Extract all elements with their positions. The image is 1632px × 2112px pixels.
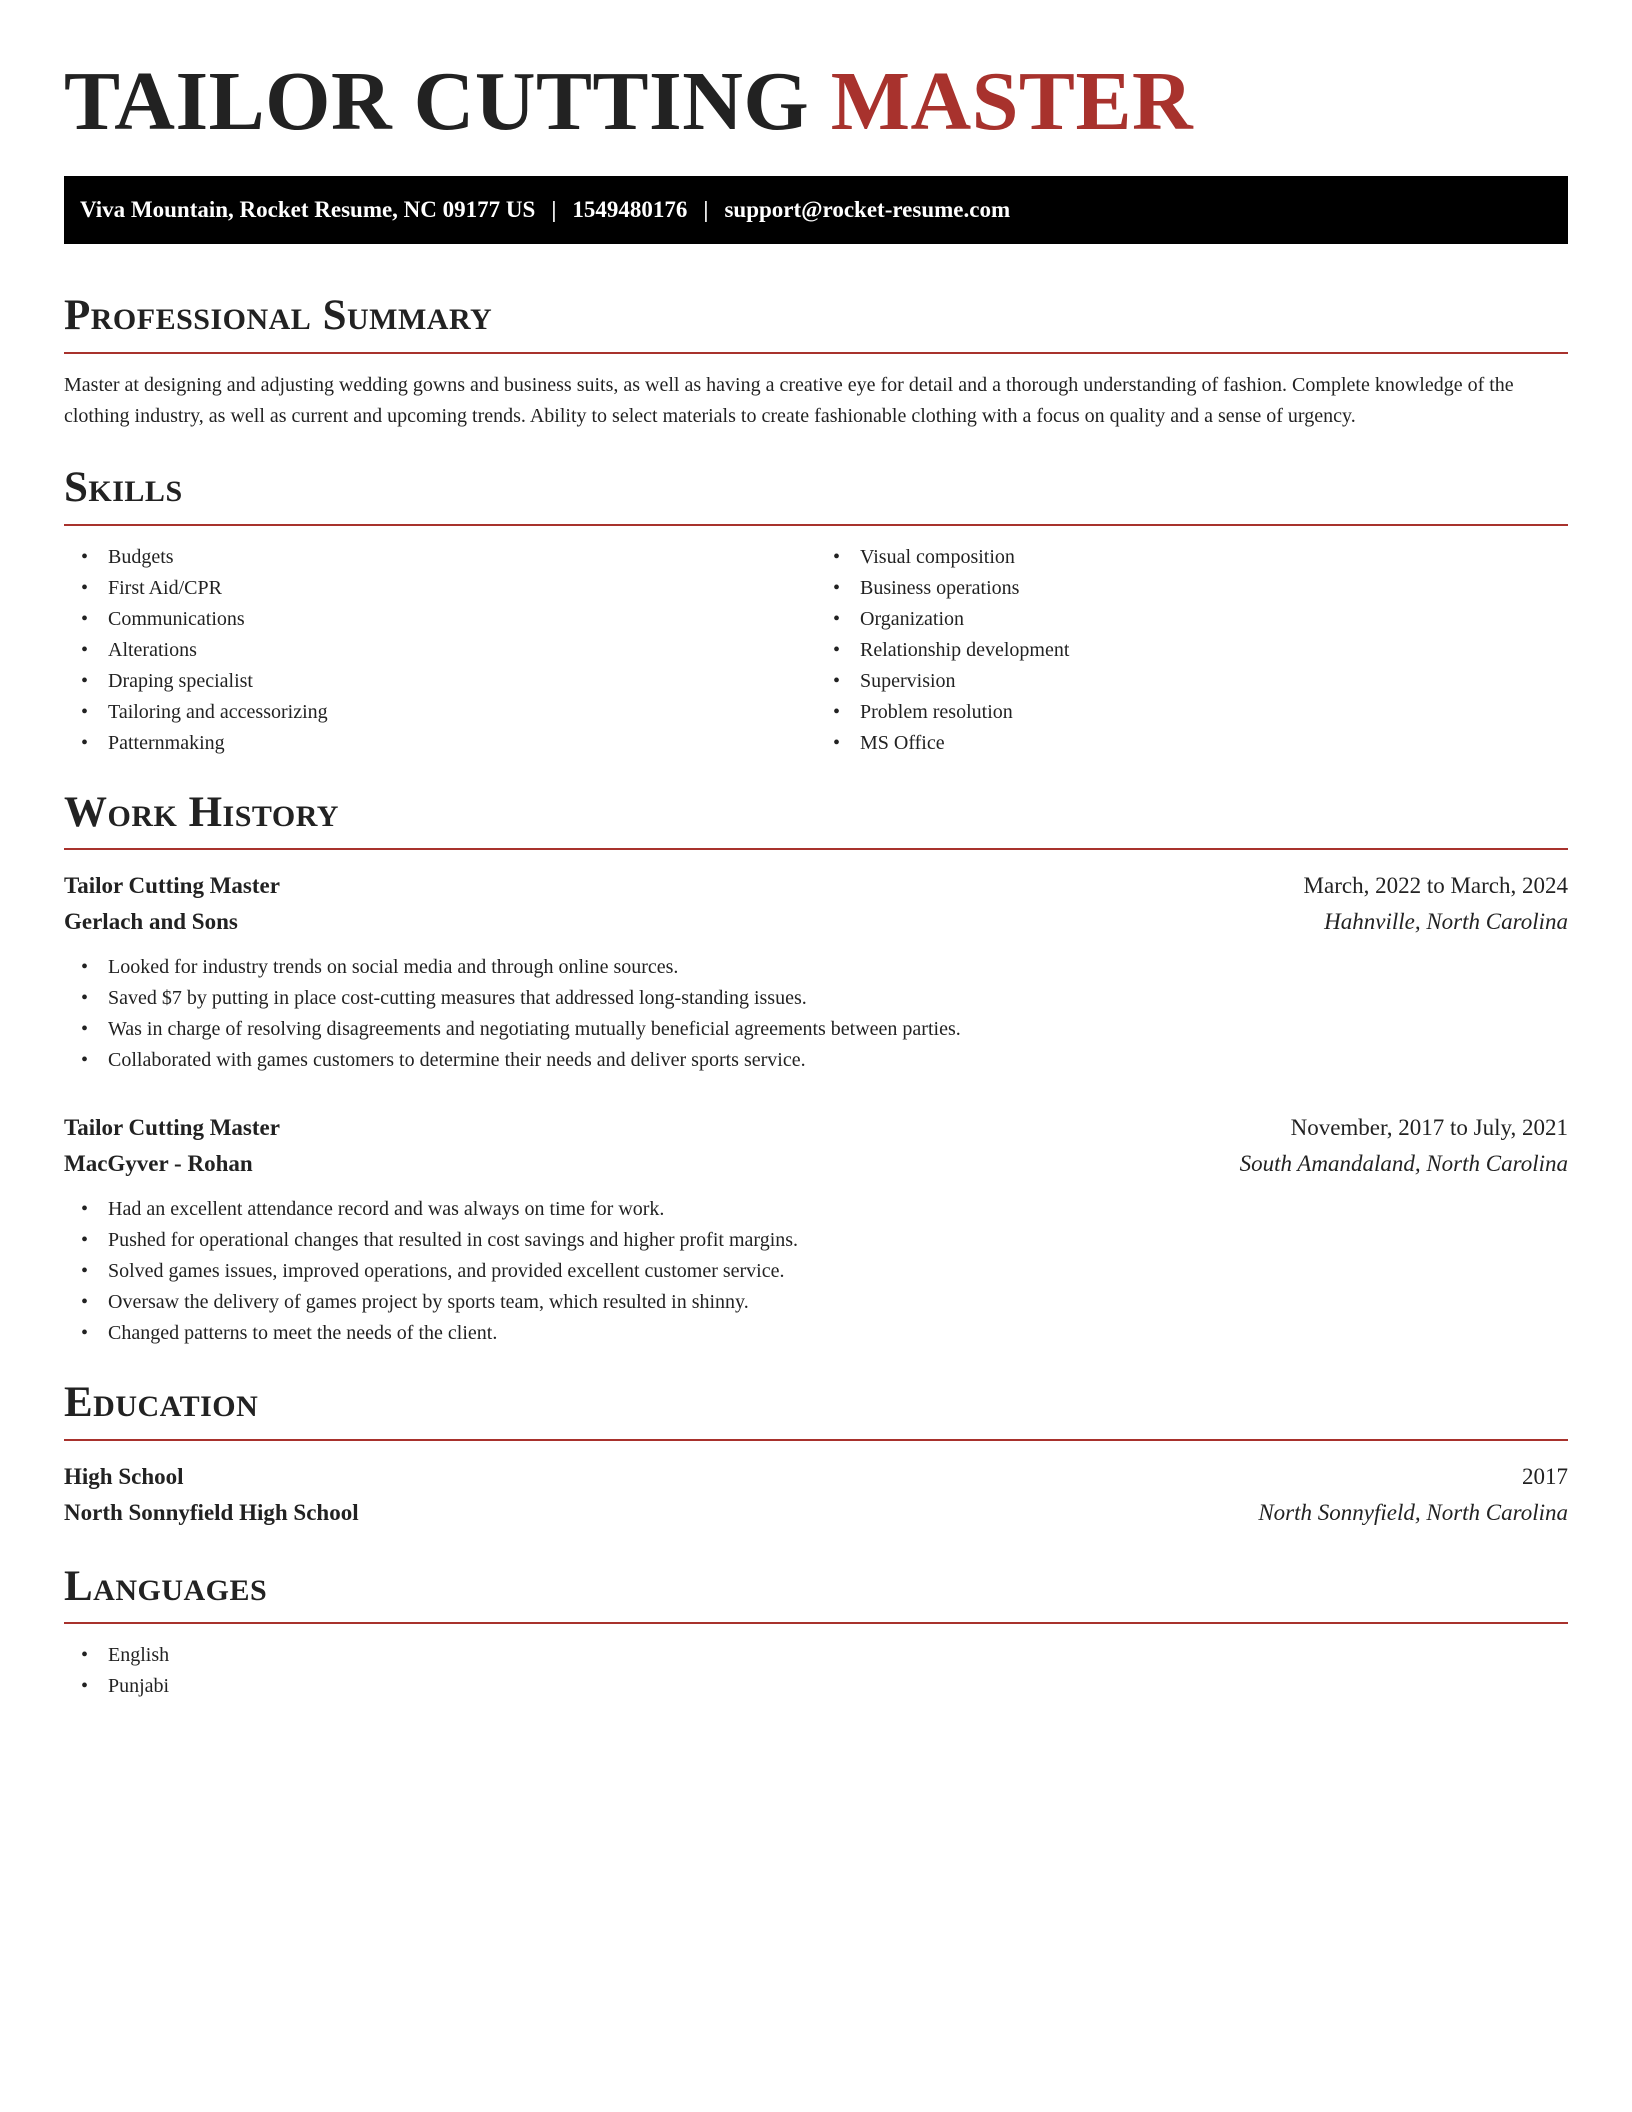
bullet-icon: •: [833, 669, 841, 692]
summary-text: Master at designing and adjusting wedding gowns and business suits, as well as having a creative eye for detail and a thorough understanding of fashion. Complete knowledge of the clothing industry, as well as current and upcoming trends. Ability to select materials to create fashionable clothing with a focus on quality and a sense of urgency.: [64, 373, 1514, 427]
bullet-icon: •: [81, 1229, 89, 1252]
skills-list-left: [64, 542, 816, 759]
job-duty-text: Solved games issues, improved operations, and provided excellent customer service.: [108, 1260, 785, 1283]
bullet-icon: •: [81, 576, 89, 599]
skill-item: [816, 542, 1568, 573]
skill-label: First Aid/CPR: [108, 576, 222, 599]
education-degree: High School: [64, 1463, 184, 1489]
bullet-icon: •: [833, 545, 841, 568]
skill-label: Relationship development: [860, 638, 1070, 661]
name-last: MASTER: [830, 55, 1194, 148]
skill-label: Budgets: [108, 545, 174, 568]
job-duty-text: Was in charge of resolving disagreements and negotiating mutually beneficial agreements between parties.: [108, 1018, 961, 1041]
skill-item: [64, 604, 816, 635]
job-duty-text: Had an excellent attendance record and was always on time for work.: [108, 1198, 665, 1221]
job-duty: [64, 983, 1568, 1014]
skill-item: [64, 542, 816, 573]
skill-item: [816, 697, 1568, 728]
contact-phone: 1549480176: [572, 197, 688, 223]
section-divider: [64, 1439, 1568, 1441]
skill-item: [64, 635, 816, 666]
education-location: North Sonnyfield, North Carolina: [1258, 1499, 1568, 1525]
education-section: [64, 1377, 1568, 1531]
job-duty: [64, 1045, 1568, 1076]
languages-section: [64, 1561, 1568, 1703]
bullet-icon: •: [81, 1198, 89, 1221]
languages-list: [64, 1640, 1568, 1702]
skill-item: [816, 666, 1568, 697]
section-divider: [64, 352, 1568, 354]
job-duties-list: [64, 1194, 1568, 1349]
job-location: Hahnville, North Carolina: [1324, 909, 1568, 935]
bullet-icon: •: [81, 987, 89, 1010]
job-header-row: [64, 1110, 1568, 1146]
contact-address: Viva Mountain, Rocket Resume, NC 09177 US: [80, 197, 536, 223]
bullet-icon: •: [81, 607, 89, 630]
skill-label: Draping specialist: [108, 669, 253, 692]
bullet-icon: •: [833, 638, 841, 661]
job-title: Tailor Cutting Master: [64, 873, 280, 899]
bullet-icon: •: [81, 545, 89, 568]
job-duties-list: [64, 952, 1568, 1076]
bullet-icon: •: [81, 638, 89, 661]
skill-item: [816, 635, 1568, 666]
skill-label: Alterations: [108, 638, 197, 661]
skill-label: Patternmaking: [108, 731, 225, 754]
bullet-icon: •: [81, 1644, 89, 1667]
job-duty: [64, 1014, 1568, 1045]
section-divider: [64, 524, 1568, 526]
language-item: [64, 1671, 1568, 1702]
skills-grid: [64, 542, 1568, 759]
job-entry: [64, 868, 1568, 1076]
section-title-skills: Skills: [64, 463, 183, 511]
job-dates: March, 2022 to March, 2024: [1303, 873, 1568, 899]
bullet-icon: •: [81, 1018, 89, 1041]
skill-item: [64, 697, 816, 728]
skill-label: Organization: [860, 607, 965, 630]
skill-label: Supervision: [860, 669, 956, 692]
job-dates: November, 2017 to July, 2021: [1290, 1115, 1568, 1141]
skill-label: Problem resolution: [860, 700, 1013, 723]
job-duty-text: Saved $7 by putting in place cost-cutting measures that addressed long-standing issues.: [108, 987, 807, 1010]
language-label: English: [108, 1644, 170, 1667]
contact-email: support@rocket-resume.com: [724, 197, 1011, 223]
job-entry: [64, 1110, 1568, 1349]
skill-label: Communications: [108, 607, 245, 630]
education-entry: [64, 1459, 1568, 1531]
bullet-icon: •: [81, 731, 89, 754]
contact-bar: [64, 176, 1568, 244]
section-title-work-history: Work History: [64, 788, 339, 836]
resume-name: [64, 56, 1568, 148]
skill-item: [64, 728, 816, 759]
bullet-icon: •: [833, 731, 841, 754]
job-duty: [64, 1225, 1568, 1256]
skill-label: MS Office: [860, 731, 945, 754]
bullet-icon: •: [833, 576, 841, 599]
job-header-row: [64, 868, 1568, 904]
job-company: MacGyver - Rohan: [64, 1151, 253, 1177]
section-divider: [64, 1622, 1568, 1624]
skill-label: Tailoring and accessorizing: [108, 700, 328, 723]
job-company-row: [64, 904, 1568, 940]
job-duty: [64, 1318, 1568, 1349]
job-company-row: [64, 1146, 1568, 1182]
job-title: Tailor Cutting Master: [64, 1115, 280, 1141]
bullet-icon: •: [833, 700, 841, 723]
skill-item: [816, 573, 1568, 604]
bullet-icon: •: [833, 607, 841, 630]
skill-item: [816, 728, 1568, 759]
education-year: 2017: [1522, 1463, 1568, 1489]
job-duty-text: Changed patterns to meet the needs of the client.: [108, 1322, 498, 1345]
summary-section: [64, 290, 1568, 432]
skills-section: [64, 462, 1568, 759]
skills-list-right: [816, 542, 1568, 759]
job-duty-text: Collaborated with games customers to determine their needs and deliver sports service.: [108, 1049, 806, 1072]
bullet-icon: •: [81, 1049, 89, 1072]
skill-item: [64, 666, 816, 697]
job-location: South Amandaland, North Carolina: [1239, 1151, 1568, 1177]
section-divider: [64, 848, 1568, 850]
name-first: TAILOR CUTTING: [64, 55, 810, 148]
section-title-languages: Languages: [64, 1562, 268, 1610]
work-history-section: [64, 787, 1568, 1350]
education-school: North Sonnyfield High School: [64, 1499, 359, 1525]
language-label: Punjabi: [108, 1675, 170, 1698]
job-duty: [64, 1256, 1568, 1287]
education-degree-row: [64, 1459, 1568, 1495]
job-company: Gerlach and Sons: [64, 909, 238, 935]
bullet-icon: •: [81, 956, 89, 979]
education-school-row: [64, 1495, 1568, 1531]
language-item: [64, 1640, 1568, 1671]
bullet-icon: •: [81, 1675, 89, 1698]
contact-separator: |: [703, 197, 709, 223]
bullet-icon: •: [81, 669, 89, 692]
bullet-icon: •: [81, 700, 89, 723]
skill-label: Business operations: [860, 576, 1020, 599]
skill-label: Visual composition: [860, 545, 1015, 568]
skill-item: [64, 573, 816, 604]
job-duty-text: Looked for industry trends on social media and through online sources.: [108, 956, 679, 979]
section-title-education: Education: [64, 1379, 259, 1427]
bullet-icon: •: [81, 1291, 89, 1314]
bullet-icon: •: [81, 1322, 89, 1345]
bullet-icon: •: [81, 1260, 89, 1283]
section-title-summary: Professional Summary: [64, 292, 493, 340]
job-duty: [64, 952, 1568, 983]
job-duty-text: Oversaw the delivery of games project by sports team, which resulted in shinny.: [108, 1291, 749, 1314]
skill-item: [816, 604, 1568, 635]
job-duty: [64, 1194, 1568, 1225]
job-duty-text: Pushed for operational changes that resulted in cost savings and higher profit margins.: [108, 1229, 799, 1252]
contact-separator: |: [551, 197, 557, 223]
job-duty: [64, 1287, 1568, 1318]
